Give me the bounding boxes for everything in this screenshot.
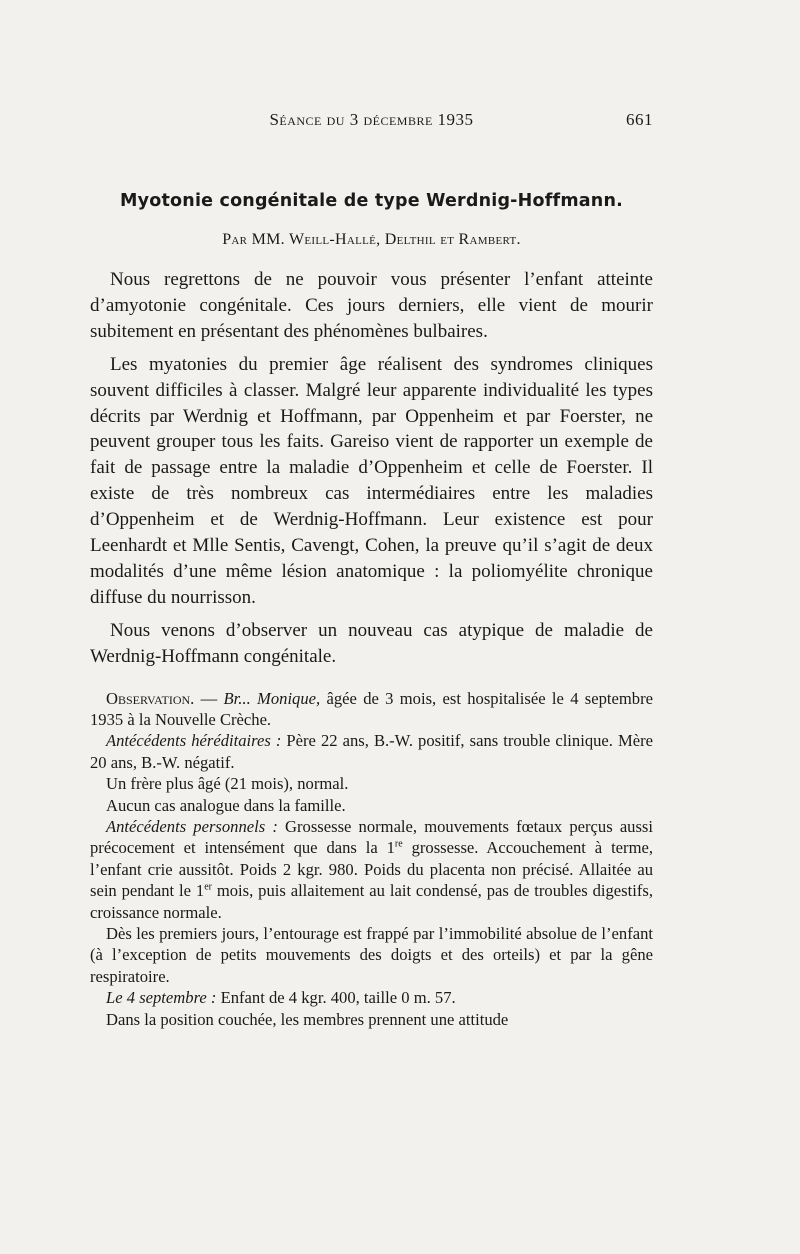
september-note xyxy=(90,987,653,1008)
observation-label: Observation. xyxy=(106,688,195,708)
running-head-title: Séance du 3 décembre 1935 xyxy=(269,110,474,129)
family-note: Aucun cas analogue dans la famille. xyxy=(106,795,346,815)
personal-text: Grossesse normale, mouvements fœtaux perçus aussi précocement et intensément que dans la 1 xyxy=(90,817,654,858)
personal-text: mois, puis allaitement au lait condensé, pas de troubles digestifs, croissance normale. xyxy=(90,881,653,922)
personal-label: Antécédents personnels : xyxy=(106,817,278,837)
authors-prefix: Par MM. xyxy=(222,231,285,248)
dash: — xyxy=(194,688,224,708)
september-text: Enfant de 4 kgr. 400, taille 0 m. 57. xyxy=(216,988,456,1008)
observation-intro xyxy=(90,688,653,731)
hereditary-history xyxy=(90,730,653,773)
running-head xyxy=(90,110,653,140)
authors-names: Weill-Hallé, Delthil et Rambert. xyxy=(288,231,521,248)
paragraph: Nous regrettons de ne pouvoir vous présenter l’enfant atteinte d’amyotonie congénitale. Ces jours derniers, elle vient de mourir subitement en présentant des phénomènes bulbaires. xyxy=(90,269,653,342)
observation-section xyxy=(90,688,653,1031)
hereditary-label: Antécédents héréditaires : xyxy=(106,731,282,751)
observation-intro-text: âgée de 3 mois, est hospitalisée le 4 septembre 1935 à la Nouvelle Crèche. xyxy=(90,688,653,729)
first-days-note: Dès les premiers jours, l’entourage est frappé par l’immobilité absolue de l’enfant (à l’exception de petits mouvements des doigts et des orteils) et par la gêne respiratoire. xyxy=(90,924,653,986)
personal-history xyxy=(90,816,653,923)
introduction-text xyxy=(90,267,653,670)
document-page xyxy=(90,110,653,1030)
september-label: Le 4 septembre : xyxy=(106,988,217,1008)
superscript: er xyxy=(204,881,212,893)
superscript: re xyxy=(394,838,403,850)
page-number: 661 xyxy=(626,110,653,129)
paragraph: Nous venons d’observer un nouveau cas atypique de maladie de Werdnig-Hoffmann congénitale. xyxy=(90,619,653,667)
article-title: Myotonie congénitale de type Werdnig-Hoffmann. xyxy=(120,191,623,211)
personal-text: grossesse. Accouchement à terme, l’enfant crie aussitôt. Poids 2 kgr. 980. Poids du placenta non précisé. Allaitée au sein pendant le 1 xyxy=(90,838,653,901)
article-authors xyxy=(90,231,653,249)
paragraph: Les myatonies du premier âge réalisent des syndromes cliniques souvent difficiles à classer. Malgré leur apparente individualité les types décrits par Werdnig et Hoffmann, par Oppenheim et par Foerster, ne peuvent grouper tous les faits. Gareiso vient de rapporter un exemple de fait de passage entre la maladie d’Oppenheim et celle de Foerster. Il existe de très nombreux cas intermédiaires entre les maladies d’Oppenheim et de Werdnig-Hoffmann. Leur existence est pour Leenhardt et Mlle Sentis, Cavengt, Cohen, la preuve qu’il s’agit de deux modalités d’une même lésion anatomique : la poliomyélite chronique diffuse du nourrisson. xyxy=(90,353,653,608)
hereditary-text: Père 22 ans, B.-W. positif, sans trouble clinique. Mère 20 ans, B.-W. négatif. xyxy=(90,731,653,772)
patient-name: Br... Monique, xyxy=(223,688,321,708)
lying-position-note: Dans la position couchée, les membres prennent une attitude xyxy=(106,1009,509,1029)
brother-note: Un frère plus âgé (21 mois), normal. xyxy=(106,774,349,794)
